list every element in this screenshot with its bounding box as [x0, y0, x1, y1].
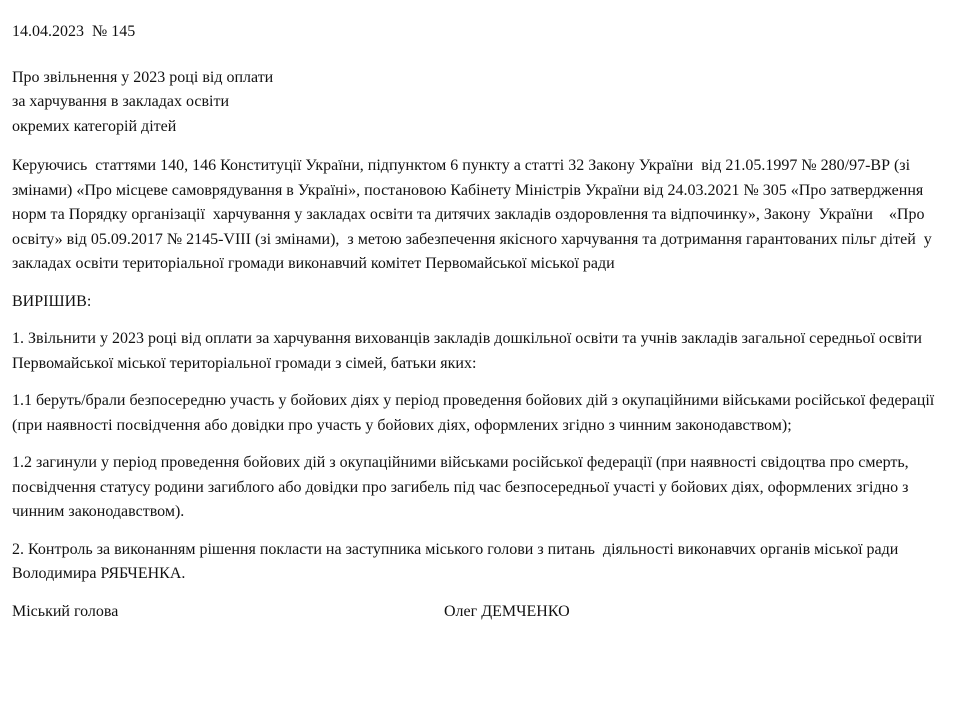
item-1-2: 1.2 загинули у період проведення бойових дій з окупаційними військами російської федерації (при наявності свідоцтва про смерть, посвідчення статусу родини загиблого або довідки про загибель під час безпосередньої участі у бойових діях, оформлених згідно з чинним законодавством). — [12, 454, 917, 520]
title-line-2: за харчування в закладах освіти — [12, 93, 230, 110]
decision-title — [12, 66, 947, 140]
decision-date: 14.04.2023 — [12, 23, 84, 40]
item-1: 1. Звільнити у 2023 році від оплати за харчування вихованців закладів дошкільної освіти та учнів закладів загальної середньої освіти Первомайської міської територіальної громади з сімей, батьки яких: — [12, 330, 926, 372]
decision-document — [12, 20, 947, 624]
signature-name: Олег ДЕМЧЕНКО — [444, 602, 570, 620]
item-1-1: 1.1 беруть/брали безпосередню участь у бойових діях у період проведення бойових дій з окупаційними військами російської федерації (при наявності посвідчення або довідки про участь у бойових діях, оформлених згідно з чинним законодавством); — [12, 392, 939, 434]
decided-heading: ВИРІШИВ: — [12, 292, 92, 310]
item-2: 2. Контроль за виконанням рішення покласти на заступника міського голови з питань діяльності виконавчих органів міської ради Володимира РЯБЧЕНКА. — [12, 540, 903, 582]
signature-position: Міський голова — [12, 602, 119, 620]
preamble-paragraph: Керуючись статтями 140, 146 Конституції України, підпунктом 6 пункту а статті 32 Закону України від 21.05.1997 № 280/97-ВР (зі змінами) «Про місцеве самоврядування в Україні», постановою Кабінету Міністрів України від 24.03.2021 № 305 «Про затвердження норм та Порядку організації харчування у закладах освіти та дитячих закладів оздоровлення та відпочинку», Закону України «Про освіту» від 05.09.2017 № 2145-VIII (зі змінами), з метою забезпечення якісного харчування та дотримання гарантованих пільг дітей у закладах освіти територіальної громади виконавчий комітет Первомайської міської ради — [12, 157, 936, 272]
signature-block — [12, 600, 947, 624]
title-line-1: Про звільнення у 2023 році від оплати — [12, 68, 274, 86]
title-line-3: окремих категорій дітей — [12, 117, 177, 135]
decision-number: № 145 — [92, 23, 136, 40]
date-number-line — [12, 20, 947, 45]
